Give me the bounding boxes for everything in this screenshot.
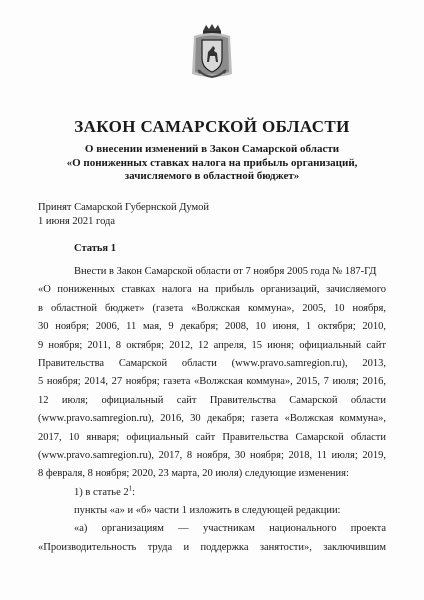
law-title: ЗАКОН САМАРСКОЙ ОБЛАСТИ [74, 117, 350, 136]
body-line: (www.pravo.samregion.ru), 2017, 8 ноября, 30 ноября; 2018, 11 июля; 2019, [38, 449, 386, 461]
footnote-mark: 1 [128, 484, 133, 493]
subtitle-line: зачисляемого в областной бюджет» [124, 170, 300, 182]
body-line: (www.pravo.samregion.ru), 2016, 30 декабря; газета «Волжская коммуна», [38, 413, 386, 425]
body-line: 5 ноября; 2014, 27 ноября; газета «Волжская коммуна», 2015, 7 июля; 2016, [38, 376, 386, 388]
article-body [38, 263, 386, 557]
body-line: «Производительность труда и поддержка занятости», заключившим [38, 541, 386, 553]
item-text: 1) в статье 2 [74, 486, 129, 498]
body-line: 8 февраля, 8 ноября; 2020, 23 марта, 20 июля) следующие изменения: [38, 468, 349, 480]
coat-of-arms-icon [188, 22, 236, 82]
subtitle-line: О внесении изменений в Закон Самарской области [84, 143, 340, 155]
adoption-date: 1 июня 2021 года [38, 215, 116, 227]
body-line: «О пониженных ставках налога на прибыль организаций, зачисляемого [38, 284, 386, 296]
law-subtitle [60, 143, 364, 184]
body-line: 2017, 10 января; официальный сайт Правительства Самарской области [38, 431, 386, 443]
body-line: 9 ноября; 2011, 8 октября; 2012, 12 апреля, 15 июня; официальный сайт [38, 339, 386, 351]
article-heading: Статья 1 [74, 243, 116, 254]
body-line: в областной бюджет» (газета «Волжская коммуна», 2005, 10 ноября, [38, 302, 386, 314]
adoption-line: Принят Самарской Губернской Думой [38, 202, 210, 213]
body-line: Внести в Закон Самарской области от 7 ноября 2005 года № 187-ГД [74, 266, 377, 277]
body-line: пункты «а» и «б» части 1 изложить в следующей редакции: [74, 505, 341, 517]
adoption-note [38, 201, 209, 228]
subtitle-line: «О пониженных ставках налога на прибыль организаций, [66, 156, 358, 169]
body-line: «а) организациям — участникам национального проекта [74, 523, 386, 535]
body-line: Правительства Самарской области (www.pravo.samregion.ru), 2013, [38, 357, 386, 369]
body-line-item [38, 484, 386, 502]
item-colon: : [132, 486, 136, 498]
body-line: 30 ноября; 2006, 11 мая, 9 декабря; 2008, 10 июня, 1 октября; 2010, [38, 321, 386, 333]
body-line: 12 июля; официальный сайт Правительства Самарской области [38, 394, 386, 406]
